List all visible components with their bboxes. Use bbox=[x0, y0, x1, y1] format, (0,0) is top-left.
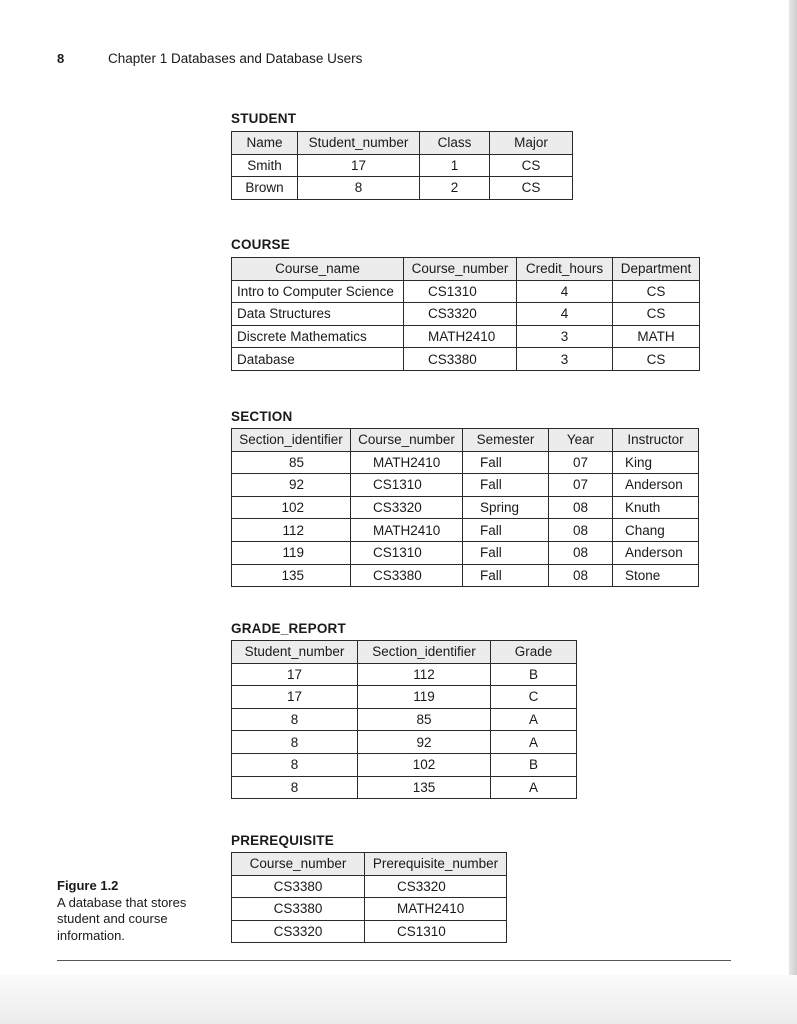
column-header: Grade bbox=[491, 641, 577, 664]
table-cell: CS bbox=[613, 280, 700, 303]
page-number: 8 bbox=[57, 51, 65, 66]
table-cell: CS3320 bbox=[404, 303, 517, 326]
column-header: Semester bbox=[463, 429, 549, 452]
column-header: Class bbox=[420, 132, 490, 155]
table-cell: 08 bbox=[549, 496, 613, 519]
column-header: Year bbox=[549, 429, 613, 452]
table-cell: 135 bbox=[232, 564, 351, 587]
table-row bbox=[232, 154, 573, 177]
course-table bbox=[231, 257, 700, 371]
student-table-title: STUDENT bbox=[231, 111, 297, 126]
table-cell: CS bbox=[490, 154, 573, 177]
table-cell: 92 bbox=[358, 731, 491, 754]
table-cell: Fall bbox=[463, 474, 549, 497]
table-cell: King bbox=[613, 451, 699, 474]
table-cell: CS1310 bbox=[351, 474, 463, 497]
table-cell: 135 bbox=[358, 776, 491, 799]
table-row bbox=[232, 474, 699, 497]
course-table-title: COURSE bbox=[231, 237, 290, 252]
table-cell: 8 bbox=[298, 177, 420, 200]
column-header: Student_number bbox=[298, 132, 420, 155]
table-row bbox=[232, 451, 699, 474]
section-table-title: SECTION bbox=[231, 409, 293, 424]
table-cell: B bbox=[491, 753, 577, 776]
table-cell: A bbox=[491, 731, 577, 754]
table-cell: 17 bbox=[232, 663, 358, 686]
table-row bbox=[232, 875, 507, 898]
grade-report-table bbox=[231, 640, 577, 799]
table-cell: CS3380 bbox=[232, 898, 365, 921]
table-row bbox=[232, 303, 700, 326]
table-cell: Fall bbox=[463, 564, 549, 587]
table-cell: Discrete Mathematics bbox=[232, 325, 404, 348]
table-cell: 07 bbox=[549, 451, 613, 474]
table-cell: Brown bbox=[232, 177, 298, 200]
column-header: Course_number bbox=[232, 853, 365, 876]
figure-label: Figure 1.2 bbox=[57, 878, 119, 893]
table-row bbox=[232, 325, 700, 348]
table-cell: CS3380 bbox=[404, 348, 517, 371]
table-cell: 112 bbox=[358, 663, 491, 686]
column-header: Student_number bbox=[232, 641, 358, 664]
table-row bbox=[232, 686, 577, 709]
table-cell: Spring bbox=[463, 496, 549, 519]
table-cell: 85 bbox=[358, 708, 491, 731]
page-bottom-margin bbox=[0, 975, 797, 1024]
table-cell: Database bbox=[232, 348, 404, 371]
table-row bbox=[232, 731, 577, 754]
table-cell: CS3380 bbox=[351, 564, 463, 587]
table-cell: CS3320 bbox=[232, 920, 365, 943]
column-header: Section_identifier bbox=[232, 429, 351, 452]
table-cell: 4 bbox=[517, 280, 613, 303]
table-cell: 2 bbox=[420, 177, 490, 200]
table-row bbox=[232, 177, 573, 200]
table-cell: Fall bbox=[463, 519, 549, 542]
table-cell: 102 bbox=[358, 753, 491, 776]
table-header-row bbox=[232, 853, 507, 876]
table-row bbox=[232, 708, 577, 731]
table-cell: 92 bbox=[232, 474, 351, 497]
table-cell: 08 bbox=[549, 519, 613, 542]
column-header: Section_identifier bbox=[358, 641, 491, 664]
table-cell: 8 bbox=[232, 753, 358, 776]
table-row bbox=[232, 564, 699, 587]
table-cell: MATH2410 bbox=[365, 898, 507, 921]
section-table bbox=[231, 428, 699, 587]
table-row bbox=[232, 519, 699, 542]
column-header: Course_number bbox=[404, 258, 517, 281]
table-row bbox=[232, 280, 700, 303]
table-cell: 07 bbox=[549, 474, 613, 497]
student-table bbox=[231, 131, 573, 200]
figure-caption bbox=[57, 878, 227, 944]
table-cell: 119 bbox=[232, 541, 351, 564]
table-cell: Fall bbox=[463, 541, 549, 564]
table-header-row bbox=[232, 258, 700, 281]
table-cell: MATH bbox=[613, 325, 700, 348]
bottom-rule bbox=[57, 960, 731, 961]
table-row bbox=[232, 753, 577, 776]
column-header: Credit_hours bbox=[517, 258, 613, 281]
prerequisite-table bbox=[231, 852, 507, 943]
table-cell: 102 bbox=[232, 496, 351, 519]
table-row bbox=[232, 348, 700, 371]
column-header: Course_name bbox=[232, 258, 404, 281]
grade-report-table-title: GRADE_REPORT bbox=[231, 621, 346, 636]
table-cell: CS3380 bbox=[232, 875, 365, 898]
column-header: Instructor bbox=[613, 429, 699, 452]
table-cell: C bbox=[491, 686, 577, 709]
table-cell: A bbox=[491, 708, 577, 731]
column-header: Course_number bbox=[351, 429, 463, 452]
table-cell: Anderson bbox=[613, 541, 699, 564]
table-cell: 85 bbox=[232, 451, 351, 474]
table-row bbox=[232, 541, 699, 564]
table-header-row bbox=[232, 429, 699, 452]
table-cell: Knuth bbox=[613, 496, 699, 519]
table-cell: 8 bbox=[232, 731, 358, 754]
table-cell: Stone bbox=[613, 564, 699, 587]
table-row bbox=[232, 920, 507, 943]
table-cell: Fall bbox=[463, 451, 549, 474]
table-cell: CS1310 bbox=[404, 280, 517, 303]
table-cell: 17 bbox=[232, 686, 358, 709]
table-cell: 3 bbox=[517, 325, 613, 348]
table-cell: CS1310 bbox=[351, 541, 463, 564]
table-cell: Smith bbox=[232, 154, 298, 177]
table-cell: CS3320 bbox=[351, 496, 463, 519]
table-cell: 112 bbox=[232, 519, 351, 542]
table-cell: CS bbox=[613, 303, 700, 326]
page-edge bbox=[789, 0, 797, 1024]
table-cell: MATH2410 bbox=[351, 451, 463, 474]
table-header-row bbox=[232, 641, 577, 664]
table-cell: 17 bbox=[298, 154, 420, 177]
table-cell: 1 bbox=[420, 154, 490, 177]
table-cell: 119 bbox=[358, 686, 491, 709]
column-header: Department bbox=[613, 258, 700, 281]
table-cell: CS bbox=[613, 348, 700, 371]
table-cell: 08 bbox=[549, 564, 613, 587]
table-row bbox=[232, 496, 699, 519]
table-cell: B bbox=[491, 663, 577, 686]
table-cell: A bbox=[491, 776, 577, 799]
table-row bbox=[232, 663, 577, 686]
table-cell: 8 bbox=[232, 708, 358, 731]
table-row bbox=[232, 776, 577, 799]
table-cell: Anderson bbox=[613, 474, 699, 497]
table-header-row bbox=[232, 132, 573, 155]
table-cell: CS3320 bbox=[365, 875, 507, 898]
table-cell: Data Structures bbox=[232, 303, 404, 326]
table-cell: MATH2410 bbox=[351, 519, 463, 542]
table-cell: CS bbox=[490, 177, 573, 200]
table-cell: 4 bbox=[517, 303, 613, 326]
column-header: Prerequisite_number bbox=[365, 853, 507, 876]
running-head: Chapter 1 Databases and Database Users bbox=[108, 51, 363, 66]
figure-caption-text: A database that stores student and course information. bbox=[57, 894, 187, 943]
table-cell: Intro to Computer Science bbox=[232, 280, 404, 303]
table-cell: 3 bbox=[517, 348, 613, 371]
prerequisite-table-title: PREREQUISITE bbox=[231, 833, 334, 848]
table-cell: CS1310 bbox=[365, 920, 507, 943]
table-cell: MATH2410 bbox=[404, 325, 517, 348]
table-cell: 8 bbox=[232, 776, 358, 799]
table-cell: 08 bbox=[549, 541, 613, 564]
table-cell: Chang bbox=[613, 519, 699, 542]
table-row bbox=[232, 898, 507, 921]
column-header: Major bbox=[490, 132, 573, 155]
column-header: Name bbox=[232, 132, 298, 155]
